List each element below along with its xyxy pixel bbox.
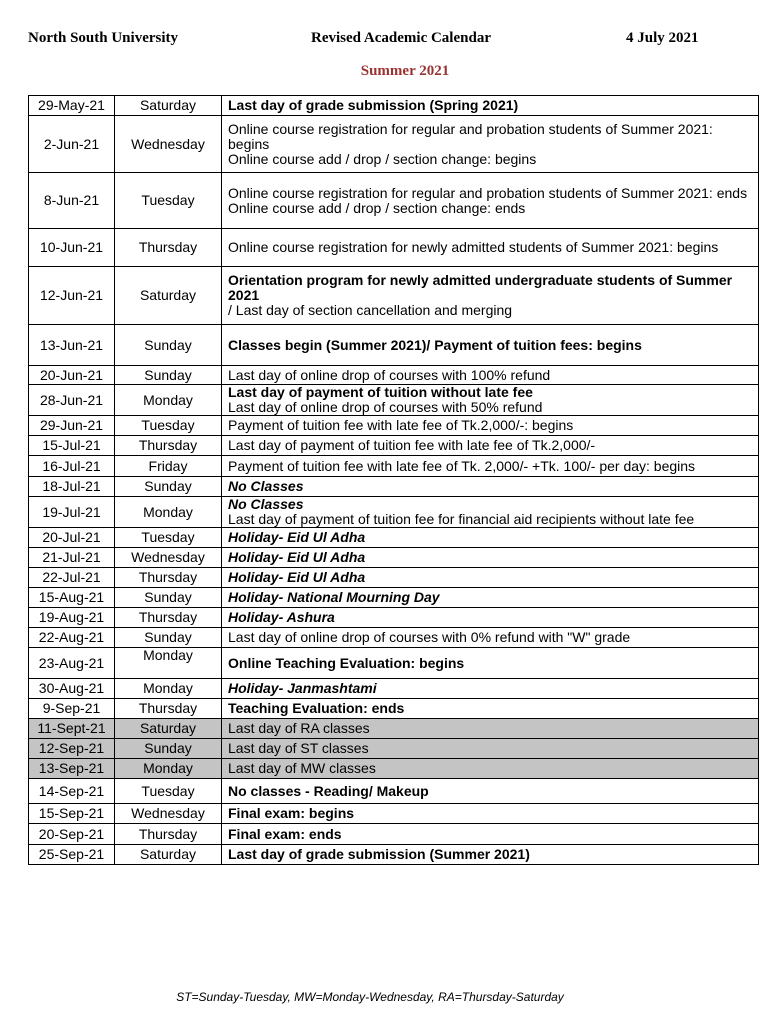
row-day: Saturday xyxy=(115,845,222,865)
calendar-row xyxy=(29,568,759,588)
row-event xyxy=(222,845,759,865)
calendar-row xyxy=(29,385,759,416)
row-event xyxy=(222,568,759,588)
term-subtitle: Summer 2021 xyxy=(360,63,450,79)
row-day: Thursday xyxy=(115,229,222,267)
row-day: Wednesday xyxy=(115,548,222,568)
document-date: 4 July 2021 xyxy=(626,30,699,46)
row-date: 29-Jun-21 xyxy=(29,416,115,436)
row-day: Thursday xyxy=(115,824,222,845)
event-text: Last day of grade submission (Spring 2021) xyxy=(228,97,519,113)
row-day: Tuesday xyxy=(115,528,222,548)
event-text: Holiday- Eid Ul Adha xyxy=(228,569,366,585)
row-event xyxy=(222,628,759,648)
calendar-row xyxy=(29,759,759,779)
row-date: 15-Aug-21 xyxy=(29,588,115,608)
row-day: Wednesday xyxy=(115,116,222,173)
row-date: 11-Sept-21 xyxy=(29,719,115,739)
row-day: Thursday xyxy=(115,608,222,628)
calendar-row xyxy=(29,824,759,845)
row-date: 20-Jul-21 xyxy=(29,528,115,548)
row-date: 22-Aug-21 xyxy=(29,628,115,648)
row-day: Saturday xyxy=(115,267,222,325)
row-date: 25-Sep-21 xyxy=(29,845,115,865)
row-date: 15-Sep-21 xyxy=(29,804,115,824)
calendar-row xyxy=(29,267,759,325)
row-date: 2-Jun-21 xyxy=(29,116,115,173)
event-text: Last day of online drop of courses with 100% refund xyxy=(228,366,551,383)
row-day: Sunday xyxy=(115,477,222,497)
row-day: Sunday xyxy=(115,588,222,608)
calendar-row xyxy=(29,679,759,699)
calendar-row xyxy=(29,436,759,456)
calendar-row xyxy=(29,648,759,679)
calendar-row xyxy=(29,325,759,366)
event-text: Holiday- National Mourning Day xyxy=(228,589,440,605)
calendar-row xyxy=(29,116,759,173)
row-event xyxy=(222,779,759,804)
row-day: Tuesday xyxy=(115,416,222,436)
event-text: Teaching Evaluation: ends xyxy=(228,700,405,716)
event-text: Orientation program for newly admitted undergraduate students of Summer 2021 xyxy=(228,272,733,303)
row-day: Saturday xyxy=(115,719,222,739)
row-date: 9-Sep-21 xyxy=(29,699,115,719)
row-day: Monday xyxy=(115,648,222,679)
event-text: Classes begin (Summer 2021)/ Payment of tuition fees: begins xyxy=(228,336,642,353)
row-event xyxy=(222,699,759,719)
row-event xyxy=(222,497,759,528)
row-date: 19-Jul-21 xyxy=(29,497,115,528)
row-event xyxy=(222,528,759,548)
row-day: Sunday xyxy=(115,628,222,648)
event-text: No Classes xyxy=(228,496,304,512)
row-day: Wednesday xyxy=(115,804,222,824)
row-day: Monday xyxy=(115,759,222,779)
row-date: 14-Sep-21 xyxy=(29,779,115,804)
event-text: Final exam: begins xyxy=(228,805,355,821)
calendar-row xyxy=(29,628,759,648)
row-date: 20-Sep-21 xyxy=(29,824,115,845)
university-name: North South University xyxy=(28,30,179,46)
row-event xyxy=(222,325,759,366)
calendar-row xyxy=(29,229,759,267)
row-event xyxy=(222,719,759,739)
row-event xyxy=(222,116,759,173)
row-event xyxy=(222,436,759,456)
event-text: Payment of tuition fee with late fee of Tk.2,000/-: begins xyxy=(228,417,574,433)
row-event xyxy=(222,96,759,116)
event-text: Online course add / drop / section change: begins xyxy=(228,150,537,167)
row-date: 21-Jul-21 xyxy=(29,548,115,568)
event-text: Holiday- Janmashtami xyxy=(228,680,377,696)
row-day: Friday xyxy=(115,456,222,477)
row-event xyxy=(222,267,759,325)
row-day: Sunday xyxy=(115,739,222,759)
calendar-row xyxy=(29,608,759,628)
calendar-row xyxy=(29,804,759,824)
row-date: 12-Sep-21 xyxy=(29,739,115,759)
calendar-row xyxy=(29,548,759,568)
event-text: Online Teaching Evaluation: begins xyxy=(228,654,465,671)
event-text: Online course registration for regular and probation students of Summer 2021: ends xyxy=(228,184,748,201)
row-event xyxy=(222,548,759,568)
row-event xyxy=(222,416,759,436)
calendar-row xyxy=(29,845,759,865)
row-day: Thursday xyxy=(115,436,222,456)
row-date: 23-Aug-21 xyxy=(29,648,115,679)
event-text: Last day of payment of tuition fee with late fee of Tk.2,000/- xyxy=(228,437,596,453)
calendar-row xyxy=(29,96,759,116)
calendar-row xyxy=(29,456,759,477)
row-date: 30-Aug-21 xyxy=(29,679,115,699)
row-date: 13-Jun-21 xyxy=(29,325,115,366)
calendar-row xyxy=(29,416,759,436)
document-title: Revised Academic Calendar xyxy=(311,30,491,46)
row-event xyxy=(222,385,759,416)
row-day: Thursday xyxy=(115,568,222,588)
event-text: Final exam: ends xyxy=(228,825,342,842)
calendar-row xyxy=(29,739,759,759)
row-date: 10-Jun-21 xyxy=(29,229,115,267)
row-day: Saturday xyxy=(115,96,222,116)
row-date: 28-Jun-21 xyxy=(29,385,115,416)
row-day: Sunday xyxy=(115,325,222,366)
row-date: 15-Jul-21 xyxy=(29,436,115,456)
calendar-row xyxy=(29,699,759,719)
row-date: 8-Jun-21 xyxy=(29,173,115,229)
row-date: 12-Jun-21 xyxy=(29,267,115,325)
row-event xyxy=(222,229,759,267)
row-date: 19-Aug-21 xyxy=(29,608,115,628)
footnote-legend: ST=Sunday-Tuesday, MW=Monday-Wednesday, RA=Thursday-Saturday xyxy=(176,990,564,1004)
row-event xyxy=(222,608,759,628)
row-event xyxy=(222,366,759,385)
event-text: Online course registration for regular and probation students of Summer 2021: begins xyxy=(228,120,713,152)
row-day: Monday xyxy=(115,385,222,416)
event-text: Online course registration for newly admitted students of Summer 2021: begins xyxy=(228,239,719,255)
event-text: Last day of payment of tuition fee for financial aid recipients without late fee xyxy=(228,511,695,527)
row-day: Thursday xyxy=(115,699,222,719)
row-event xyxy=(222,824,759,845)
calendar-row xyxy=(29,779,759,804)
event-text: Last day of online drop of courses with 50% refund xyxy=(228,399,543,415)
event-text: Holiday- Eid Ul Adha xyxy=(228,549,366,565)
event-text: Last day of online drop of courses with 0% refund with "W" grade xyxy=(228,629,631,645)
event-text: Last day of MW classes xyxy=(228,760,376,776)
row-event xyxy=(222,477,759,497)
row-date: 22-Jul-21 xyxy=(29,568,115,588)
event-text: No Classes xyxy=(228,478,304,494)
row-event xyxy=(222,456,759,477)
row-event xyxy=(222,588,759,608)
row-date: 29-May-21 xyxy=(29,96,115,116)
event-text: Last day of ST classes xyxy=(228,740,369,756)
event-text: No classes - Reading/ Makeup xyxy=(228,782,429,799)
row-event xyxy=(222,804,759,824)
row-event xyxy=(222,679,759,699)
calendar-row xyxy=(29,366,759,385)
calendar-row xyxy=(29,173,759,229)
row-date: 16-Jul-21 xyxy=(29,456,115,477)
event-text: Last day of grade submission (Summer 2021) xyxy=(228,846,530,862)
calendar-row xyxy=(29,528,759,548)
event-text: Last day of payment of tuition without late fee xyxy=(228,384,533,400)
event-text: Online course add / drop / section change: ends xyxy=(228,199,526,216)
row-event xyxy=(222,648,759,679)
row-day: Monday xyxy=(115,497,222,528)
row-date: 20-Jun-21 xyxy=(29,366,115,385)
calendar-row xyxy=(29,497,759,528)
calendar-row xyxy=(29,588,759,608)
row-day: Tuesday xyxy=(115,173,222,229)
row-day: Sunday xyxy=(115,366,222,385)
event-text: Last day of RA classes xyxy=(228,720,370,736)
row-event xyxy=(222,759,759,779)
event-text: Payment of tuition fee with late fee of Tk. 2,000/- +Tk. 100/- per day: begins xyxy=(228,457,696,474)
academic-calendar-table xyxy=(28,95,759,865)
row-day: Tuesday xyxy=(115,779,222,804)
event-text: Holiday- Ashura xyxy=(228,609,335,625)
row-event xyxy=(222,173,759,229)
row-date: 18-Jul-21 xyxy=(29,477,115,497)
calendar-row xyxy=(29,719,759,739)
row-day: Monday xyxy=(115,679,222,699)
event-text: Holiday- Eid Ul Adha xyxy=(228,529,366,545)
row-date: 13-Sep-21 xyxy=(29,759,115,779)
event-text: / Last day of section cancellation and merging xyxy=(228,302,513,318)
calendar-row xyxy=(29,477,759,497)
row-event xyxy=(222,739,759,759)
